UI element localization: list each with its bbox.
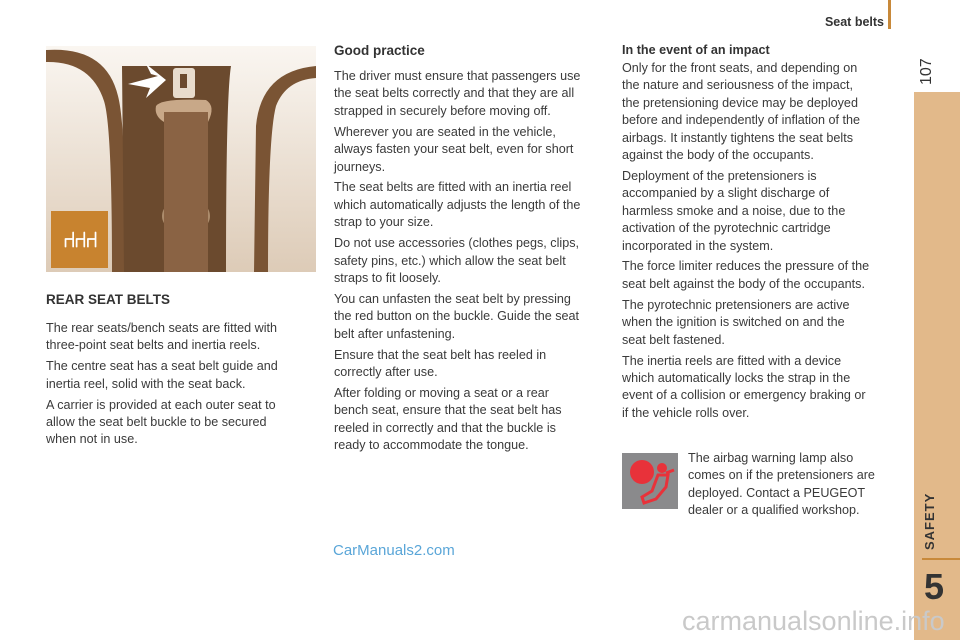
- airbag-note: The airbag warning lamp also comes on if the pretensioners are deployed. Contact a PEUGEOT dealer or a qualified workshop.: [688, 451, 875, 518]
- rear-seats-icon: ⑁⑁⑁: [51, 211, 108, 268]
- paragraph: The centre seat has a seat belt guide and inertia reel, solid with the seat back.: [46, 359, 278, 391]
- paragraph: You can unfasten the seat belt by pressing the red button on the buckle. Guide the seat belt after unfastening.: [334, 291, 580, 341]
- page-number: 107: [918, 58, 935, 85]
- paragraph: Deployment of the pretensioners is accompanied by a slight discharge of harmless smoke and a noise, due to the activation of the pyrotechnic cartridge incorporated in the system.: [622, 168, 846, 253]
- section-divider: [922, 558, 960, 560]
- header-title: Seat belts: [824, 15, 884, 29]
- paragraph: The rear seats/bench seats are fitted with three-point seat belts and inertia reels.: [46, 321, 278, 353]
- section-heading: In the event of an impact: [622, 43, 770, 57]
- paragraph: The seat belts are fitted with an inertia reel which automatically adjusts the length of the strap to your size.: [334, 180, 581, 230]
- paragraph: Ensure that the seat belt has reeled in correctly after use.: [334, 347, 547, 379]
- section-label: SAFETY: [922, 492, 937, 550]
- airbag-warning-icon: [622, 453, 678, 509]
- paragraph: A carrier is provided at each outer seat to allow the seat belt buckle to be secured when not in use.: [46, 397, 276, 447]
- good-practice-section: [334, 43, 609, 458]
- impact-section: [622, 43, 902, 426]
- paragraph: The driver must ensure that passengers use the seat belts correctly and that they are all strapped in securely before moving off.: [334, 69, 581, 118]
- paragraph: Wherever you are seated in the vehicle, always fasten your seat belt, even for short journeys.: [334, 124, 574, 174]
- section-heading: Good practice: [334, 43, 425, 58]
- seat-belt-illustration: [46, 46, 316, 272]
- watermark: carmanualsonline.info: [682, 606, 945, 636]
- paragraph: After folding or moving a seat or a rear bench seat, ensure that the seat belt has reeled in correctly and that the buckle is ready to accommodate the tongue.: [334, 385, 562, 453]
- paragraph: The force limiter reduces the pressure of the seat belt against the body of the occupants.: [622, 259, 870, 291]
- paragraph: The inertia reels are fitted with a device which automatically locks the strap in the event of a collision or emergency braking or if the vehicle rolls over.: [622, 353, 866, 420]
- rear-seat-belts-section: [46, 292, 316, 452]
- watermark: CarManuals2.com: [333, 542, 455, 559]
- paragraph: Only for the front seats, and depending on the nature and seriousness of the impact, the pretensioning device may be deployed before and independently of inflation of the airbags. It instantly tightens the seat belts against the body of the occupants.: [622, 61, 861, 163]
- header-rule: [888, 0, 891, 29]
- section-heading: REAR SEAT BELTS: [46, 292, 171, 307]
- paragraph: The pyrotechnic pretensioners are active when the ignition is switched on and the seat belt fastened.: [622, 297, 850, 347]
- chapter-number: 5: [924, 566, 945, 607]
- paragraph: Do not use accessories (clothes pegs, clips, safety pins, etc.) which allow the seat belt straps to fit loosely.: [334, 236, 579, 285]
